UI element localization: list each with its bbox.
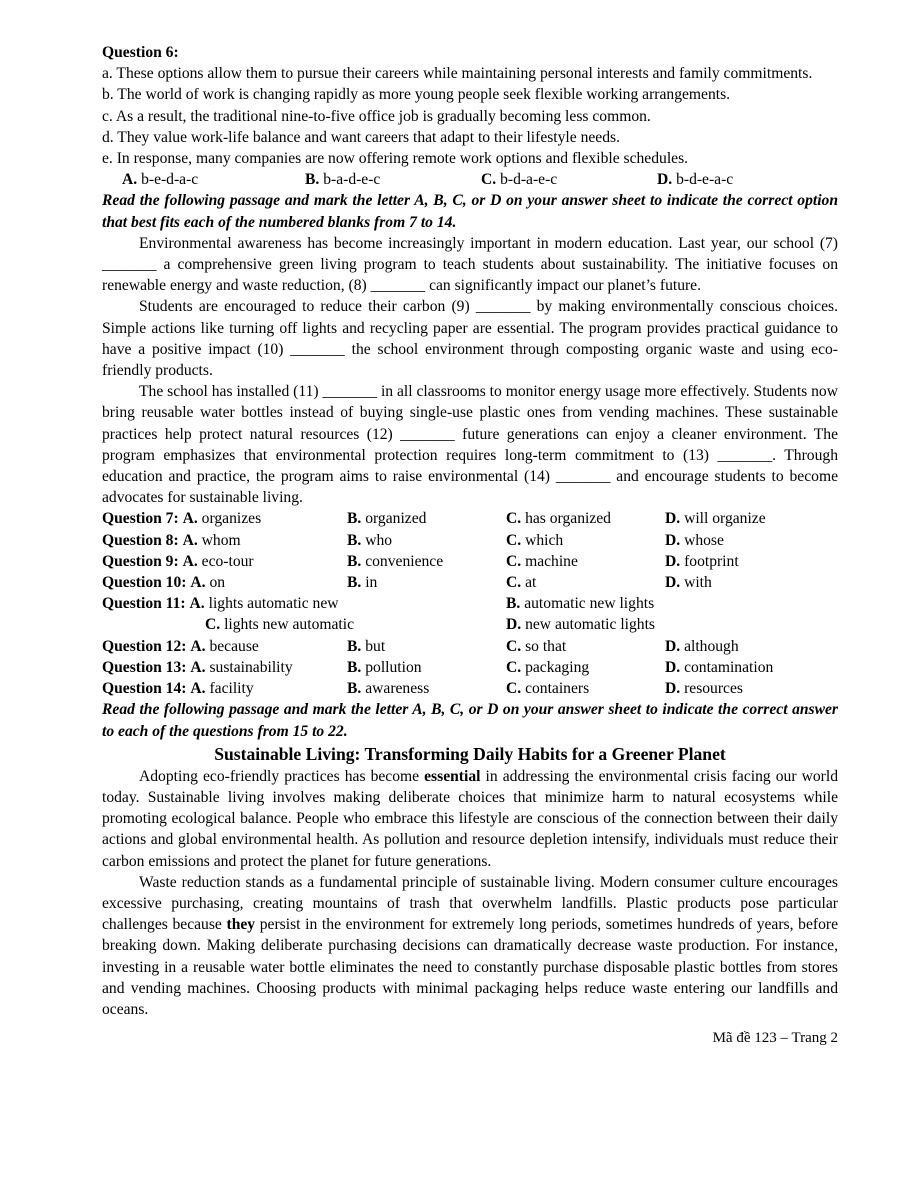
q11-option-c[interactable]: lights new automatic — [224, 616, 354, 634]
q6-item-a: a. These options allow them to pursue their careers while maintaining personal interests and family commitments. — [102, 65, 813, 83]
q9-option-a[interactable]: eco-tour — [201, 552, 254, 570]
passage2-title: Sustainable Living: Transforming Daily Habits for a Greener Planet — [214, 743, 726, 764]
q12-option-c[interactable]: so that — [525, 637, 567, 655]
q8-option-c[interactable]: which — [525, 531, 564, 549]
q10-option-a[interactable]: on — [209, 574, 226, 592]
q10-option-c[interactable]: at — [525, 574, 537, 592]
passage1-paragraph-3: The school has installed (11) _______ in all classrooms to monitor energy usage more effectively. Students now bring reusable water bottles instead of buying single-use plastic ones from vending machines. These sustainable practices help protect natural resources (12) _______ future generations can enjoy a cleaner environment. The program emphasizes that environmental protection requires long-term commitment to (13) _______. Through education and practice, the program aims to raise environmental (14) _______ and encourage students to become advocates for sustainable living. — [102, 383, 838, 507]
q13-option-b[interactable]: pollution — [365, 658, 422, 676]
q6-item-b: b. The world of work is changing rapidly as more young people seek flexible working arrangements. — [102, 86, 731, 104]
passage2-paragraph-2: Waste reduction stands as a fundamental principle of sustainable living. Modern consumer culture encourages excessive purchasing, creating mountains of trash that overwhelm landfills. Plastic products pose particular challenges because they persist in the environment for extremely long periods, sometimes hundreds of years, before breaking down. Making deliberate purchasing decisions can dramatically decrease waste production. For instance, investing in a reusable water bottle eliminates the need to constantly purchase disposable plastic bottles from stores and vending machines. Choosing products with minimal packaging helps reduce waste entering our landfills and oceans. — [102, 873, 839, 1018]
q12-option-b[interactable]: but — [365, 637, 386, 655]
q12-option-a[interactable]: because — [209, 637, 259, 655]
question-14: Question 14: A. facility B. awareness C. containers D. resources — [102, 680, 743, 698]
q14-option-a[interactable]: facility — [209, 680, 254, 698]
q7-option-c[interactable]: has organized — [525, 510, 611, 528]
passage1-paragraph-2: Students are encouraged to reduce their carbon (9) _______ by making environmentally conscious choices. Simple actions like turning off lights and recycling paper are essential. The program provides practical guidance to have a positive impact (10) _______ the school environment through composting organic waste and using eco-friendly products. — [102, 298, 838, 380]
question-11-cont: C. lights new automatic D. new automatic lights — [205, 616, 655, 634]
q6-item-e: e. In response, many companies are now offering remote work options and flexible schedules. — [102, 150, 689, 168]
q7-option-d[interactable]: will organize — [684, 510, 766, 528]
q6-options — [102, 169, 838, 190]
question-6-heading: Question 6: — [102, 44, 179, 61]
passage2-paragraph-1: Adopting eco-friendly practices has become essential in addressing the environmental crisis facing our world today. Sustainable living involves making deliberate choices that minimize harm to natural ecosystems while promoting ecological balance. People who embrace this lifestyle are conscious of the connection between their daily actions and global environmental health. As pollution and resource depletion intensify, individuals must reduce their carbon emissions and protect the planet for future generations. — [102, 767, 838, 870]
exam-page — [102, 42, 838, 1049]
instruction-15-22: Read the following passage and mark the letter A, B, C, or D on your answer sheet to indicate the correct answer to each of the questions from 15 to 22. — [102, 701, 838, 740]
q14-option-b[interactable]: awareness — [365, 680, 430, 698]
q8-option-b[interactable]: who — [365, 531, 393, 549]
question-8: Question 8: A. whom B. who C. which D. whose — [102, 531, 724, 549]
question-9: Question 9: A. eco-tour B. convenience C. machine D. footprint — [102, 552, 739, 570]
q11-option-b[interactable]: automatic new lights — [524, 595, 655, 613]
highlighted-word-they: they — [226, 916, 256, 934]
q9-option-b[interactable]: convenience — [365, 552, 444, 570]
q6-option-a[interactable]: A. b-e-d-a-c — [122, 171, 199, 189]
q11-option-a[interactable]: lights automatic new — [208, 595, 339, 613]
q9-option-c[interactable]: machine — [525, 552, 578, 570]
q13-option-d[interactable]: contamination — [684, 658, 774, 676]
q6-item-d: d. They value work-life balance and want careers that adapt to their lifestyle needs. — [102, 128, 620, 146]
question-12: Question 12: A. because B. but C. so that D. although — [102, 637, 739, 655]
q6-option-b[interactable]: B. b-a-d-e-c — [305, 171, 381, 189]
q8-option-a[interactable]: whom — [201, 531, 241, 549]
page-footer: Mã đề 123 – Trang 2 — [712, 1030, 838, 1047]
q7-option-a[interactable]: organizes — [201, 510, 262, 528]
question-7: Question 7: A. organizes B. organized C. has organized D. will organize — [102, 510, 766, 528]
q13-option-a[interactable]: sustainability — [209, 658, 293, 676]
q11-option-d[interactable]: new automatic lights — [525, 616, 655, 634]
instruction-7-14: Read the following passage and mark the letter A, B, C, or D on your answer sheet to indicate the correct option that best fits each of the numbered blanks from 7 to 14. — [102, 192, 838, 231]
q10-option-d[interactable]: with — [684, 574, 712, 592]
q6-item-c: c. As a result, the traditional nine-to-five office job is gradually becoming less common. — [102, 107, 651, 125]
highlighted-word-essential: essential — [424, 767, 481, 785]
q10-option-b[interactable]: in — [365, 574, 378, 592]
q14-option-d[interactable]: resources — [684, 680, 743, 698]
question-13: Question 13: A. sustainability B. pollution C. packaging D. contamination — [102, 658, 774, 676]
q9-option-d[interactable]: footprint — [684, 552, 739, 570]
q8-option-d[interactable]: whose — [684, 531, 724, 549]
q7-option-b[interactable]: organized — [365, 510, 427, 528]
question-11: Question 11: A. lights automatic new B. automatic new lights — [102, 595, 655, 613]
q12-option-d[interactable]: although — [684, 637, 739, 655]
question-10: Question 10: A. on B. in C. at D. with — [102, 574, 712, 592]
q6-option-d[interactable]: D. b-d-e-a-c — [657, 171, 734, 189]
q13-option-c[interactable]: packaging — [525, 658, 590, 676]
q14-option-c[interactable]: containers — [525, 680, 590, 698]
passage1-paragraph-1: Environmental awareness has become increasingly important in modern education. Last year, our school (7) _______ a comprehensive green living program to teach students about sustainability. The initiative focuses on renewable energy and waste reduction, (8) _______ can significantly impact our planet’s future. — [102, 234, 838, 295]
q6-option-c[interactable]: C. b-d-a-e-c — [481, 171, 558, 189]
